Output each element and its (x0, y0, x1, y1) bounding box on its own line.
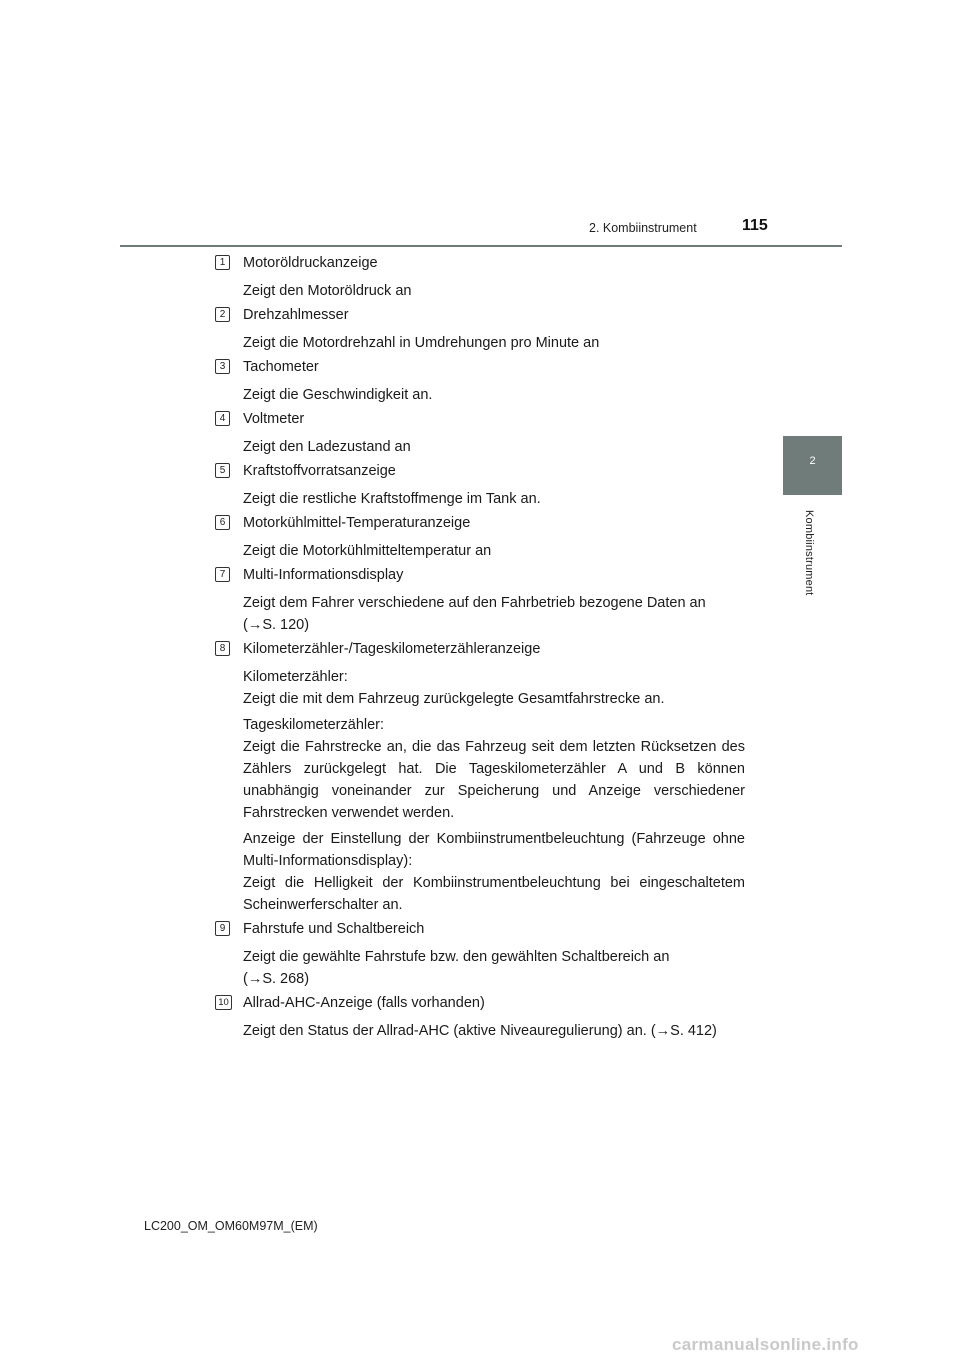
list-item (215, 514, 745, 562)
list-item (215, 640, 745, 916)
item-title: Drehzahlmesser (243, 307, 349, 323)
list-item (215, 358, 745, 406)
list-item (215, 920, 745, 990)
item-number-badge: 7 (215, 567, 230, 582)
item-description: Zeigt die Motorkühlmitteltemperatur an (243, 543, 492, 559)
page-number: 115 (742, 217, 768, 234)
page-reference: (→S. 268) (243, 971, 310, 987)
item-title: Kraftstoffvorratsanzeige (243, 463, 396, 479)
item-number-badge: 8 (215, 641, 230, 656)
item-description: Zeigt die Fahrstrecke an, die das Fahrzeug seit dem letzten Rücksetzen des Zählers zurückgelegt hat. Die Tageskilometerzähler A und B können unabhängig voneinander zur Speicherung und Anzeige verschiedener Fahrstrecken verwendet werden. (243, 739, 745, 821)
item-number-badge: 1 (215, 255, 230, 270)
item-number-badge: 5 (215, 463, 230, 478)
item-description: Zeigt den Ladezustand an (243, 439, 411, 455)
subheading-illumination: Anzeige der Einstellung der Kombiinstrumentbeleuchtung (Fahrzeuge ohne Multi-Informationsdisplay): (243, 831, 745, 869)
item-title: Tachometer (243, 359, 319, 375)
item-title: Motorkühlmittel-Temperaturanzeige (243, 515, 471, 531)
item-number-badge: 3 (215, 359, 230, 374)
list-item (215, 410, 745, 458)
item-title: Voltmeter (243, 411, 305, 427)
item-title: Motoröldruckanzeige (243, 255, 378, 271)
item-description: Zeigt die gewählte Fahrstufe bzw. den gewählten Schaltbereich an (243, 949, 670, 965)
item-number-badge: 9 (215, 921, 230, 936)
item-description: Zeigt die Geschwindigkeit an. (243, 387, 433, 403)
list-item (215, 566, 745, 636)
item-number-badge: 10 (215, 995, 232, 1010)
page-reference: (→S. 120) (243, 617, 310, 633)
item-description: Zeigt die restliche Kraftstoffmenge im Tank an. (243, 491, 541, 507)
item-title: Multi-Informationsdisplay (243, 567, 404, 583)
list-item (215, 994, 745, 1042)
item-number-badge: 2 (215, 307, 230, 322)
footer-doc-code: LC200_OM_OM60M97M_(EM) (144, 1219, 318, 1233)
list-item (215, 462, 745, 510)
item-title: Allrad-AHC-Anzeige (falls vorhanden) (243, 995, 485, 1011)
item-description: Zeigt die mit dem Fahrzeug zurückgelegte Gesamtfahrstrecke an. (243, 691, 665, 707)
item-number-badge: 4 (215, 411, 230, 426)
watermark: carmanualsonline.info (672, 1335, 859, 1354)
item-number-badge: 6 (215, 515, 230, 530)
item-description: Zeigt dem Fahrer verschiedene auf den Fahrbetrieb bezogene Daten an (243, 595, 706, 611)
content (215, 254, 745, 1046)
list-item (215, 254, 745, 302)
item-description: Zeigt den Status der Allrad-AHC (aktive Niveauregulierung) an. (→S. 412) (243, 1023, 717, 1039)
header-section-title: 2. Kombiinstrument (589, 221, 697, 235)
chapter-side-label: Kombiinstrument (803, 510, 815, 596)
header-rule (120, 245, 842, 247)
item-title: Kilometerzähler-/Tageskilometerzähleranzeige (243, 641, 541, 657)
chapter-tab (783, 436, 842, 495)
subheading-trip-meter: Tageskilometerzähler: (243, 717, 385, 733)
chapter-tab-number: 2 (809, 455, 816, 467)
item-title: Fahrstufe und Schaltbereich (243, 921, 425, 937)
item-description: Zeigt den Motoröldruck an (243, 283, 412, 299)
list-item (215, 306, 745, 354)
item-description: Zeigt die Helligkeit der Kombiinstrumentbeleuchtung bei eingeschaltetem Scheinwerferschalter an. (243, 875, 745, 913)
item-description: Zeigt die Motordrehzahl in Umdrehungen pro Minute an (243, 335, 600, 351)
subheading-odometer: Kilometerzähler: (243, 669, 348, 685)
